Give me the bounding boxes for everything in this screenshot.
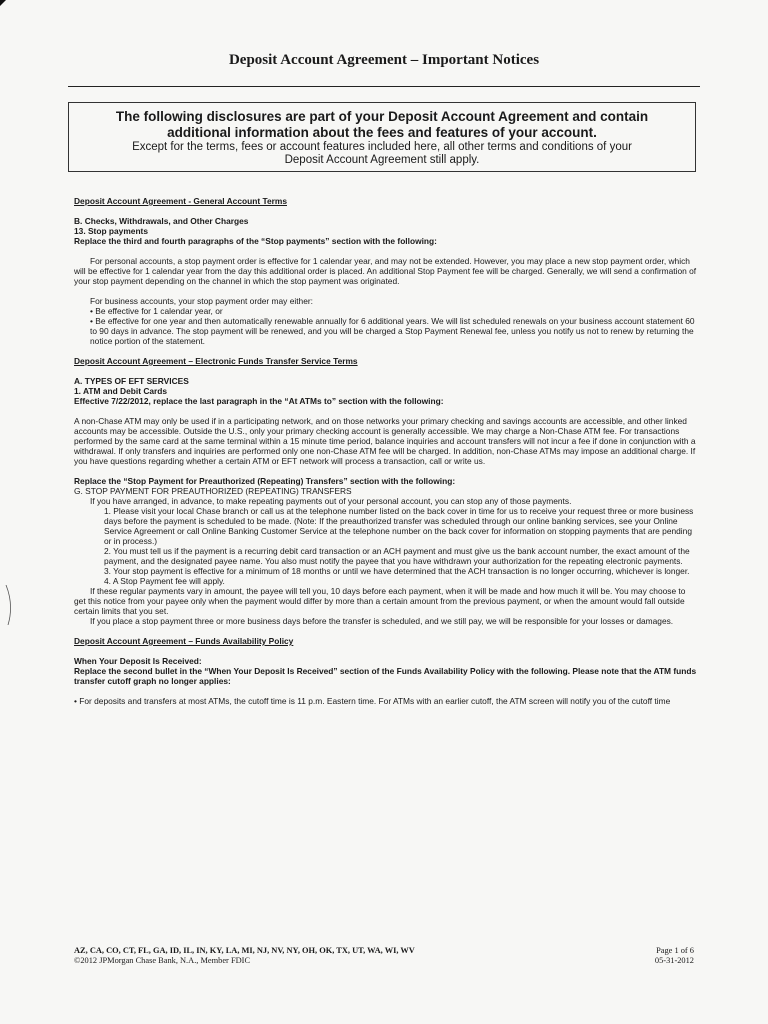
section-heading-eft: Deposit Account Agreement – Electronic Funds Transfer Service Terms	[74, 356, 358, 366]
footer-states: AZ, CA, CO, CT, FL, GA, ID, IL, IN, KY, LA, MI, NJ, NV, NY, OH, OK, TX, UT, WA, WI, WV	[74, 946, 415, 955]
subheading-stop-preauth: G. STOP PAYMENT FOR PREAUTHORIZED (REPEATING) TRANSFERS	[74, 486, 352, 496]
subheading-stop-payments: 13. Stop payments	[74, 226, 149, 236]
page-number: Page 1 of 6	[656, 946, 694, 955]
disclosure-notice-box	[68, 102, 696, 172]
list-item-preauth-1: 1. Please visit your local Chase branch or call us at the telephone number listed on the back cover in time for us to receive your request three or more business days before the payment is scheduled to be made. (Note: If the preauthorized transfer was scheduled through our online banking services, see your Online Service Agreement or call Online Banking Customer Service at the telephone number on the back cover for information on stopping payments that are pending or in process.)	[104, 506, 694, 546]
notice-line-3: Except for the terms, fees or account features included here, all other terms and conditions of your	[132, 141, 632, 153]
footer-left	[74, 946, 415, 966]
subheading-deposit-received: When Your Deposit Is Received:	[74, 656, 202, 666]
bullet-business-2: • Be effective for one year and then automatically renewable annually for 6 additional years. We will list scheduled renewals on your business account statement 60 to 90 days in advance. The stop payment will be renewed, and you will be charged a Stop Payment Renewal fee, unless you notify us not to renew by returning the notice portion of the statement.	[90, 316, 695, 346]
subheading-eft-types: A. TYPES OF EFT SERVICES	[74, 376, 189, 386]
scan-corner-mark	[0, 0, 6, 6]
section-heading-funds: Deposit Account Agreement – Funds Availability Policy	[74, 636, 294, 646]
instruction-replace-bullet: Replace the second bullet in the “When Your Deposit Is Received” section of the Funds Availability Policy with the following. Please note that the ATM funds transfer cutoff graph no longer applies:	[74, 666, 697, 686]
footer-right	[655, 946, 694, 966]
paragraph-non-chase-atm: A non-Chase ATM may only be used if in a participating network, and on those networks your primary checking and savings accounts are accessible, and other linked accounts may be accessible. Outside the U.S., only your primary checking account is generally accessible. We may charge a Non-Chase ATM fee. For transactions performed by the same card at the same terminal within a 15 minute time period, balance inquiries and account transfers will not incur a fee if done in conjunction with a withdrawal. If only transfers and inquiries are performed only one non-Chase ATM fee will be charged. In addition, non-Chase ATMs may impose an additional charge. If you have questions regarding whether a certain ATM or EFT network will process a transaction, call or write us.	[74, 416, 696, 466]
document-date: 05-31-2012	[654, 956, 694, 965]
instruction-replace-preauth: Replace the “Stop Payment for Preauthorized (Repeating) Transfers” section with the following:	[74, 476, 456, 486]
document-body	[74, 196, 698, 706]
notice-line-4: Deposit Account Agreement still apply.	[284, 154, 480, 166]
subheading-checks: B. Checks, Withdrawals, and Other Charges	[74, 216, 249, 226]
list-item-preauth-4: 4. A Stop Payment fee will apply.	[104, 576, 225, 586]
paragraph-preauth-intro: If you have arranged, in advance, to make repeating payments out of your personal account, you can stop any of those payments.	[90, 496, 572, 506]
paragraph-late-stop: If you place a stop payment three or more business days before the transfer is scheduled, and we still pay, we will be responsible for your losses or damages.	[90, 616, 674, 626]
page-title: Deposit Account Agreement – Important Notices	[228, 52, 540, 68]
notice-line-2: additional information about the fees and features of your account.	[167, 125, 597, 140]
list-item-preauth-2: 2. You must tell us if the payment is a recurring debit card transaction or an ACH payment and must give us the bank account number, the exact amount of the payment, and the designated payee name. You also must notify the payee that you have withdrawn your authorization for the repeating electronic payments.	[104, 546, 690, 566]
title-divider	[68, 86, 700, 87]
paragraph-business-intro: For business accounts, your stop payment order may either:	[90, 296, 313, 306]
notice-line-1: The following disclosures are part of your Deposit Account Agreement and contain	[115, 109, 649, 124]
bullet-business-1: • Be effective for 1 calendar year, or	[90, 306, 223, 316]
list-item-preauth-3: 3. Your stop payment is effective for a minimum of 18 months or until we have determined that the ACH transaction is no longer occurring, whichever is longer.	[104, 566, 690, 576]
section-heading-general: Deposit Account Agreement - General Account Terms	[74, 196, 287, 206]
paragraph-personal-accounts: For personal accounts, a stop payment order is effective for 1 calendar year, and may not be extended. However, you may place a new stop payment order, which will be effective for 1 calendar year from the day this additional order is placed. An additional Stop Payment fee will be charged. Generally, we will send a confirmation of your stop payment depending on the channel in which the stop payment was originated.	[74, 256, 697, 286]
subheading-atm-cards: 1. ATM and Debit Cards	[74, 386, 168, 396]
instruction-replace-stop: Replace the third and fourth paragraphs of the “Stop payments” section with the following:	[74, 236, 437, 246]
instruction-replace-atm: Effective 7/22/2012, replace the last paragraph in the “At ATMs to” section with the following:	[74, 396, 444, 406]
bullet-atm-cutoff: • For deposits and transfers at most ATMs, the cutoff time is 11 p.m. Eastern time. For ATMs with an earlier cutoff, the ATM screen will notify you of the cutoff time	[74, 696, 671, 706]
paragraph-varying-amounts: If these regular payments vary in amount, the payee will tell you, 10 days before each payment, when it will be made and how much it will be. You may choose to get this notice from your payee only when the payment would differ by more than a certain amount from the previous payment, or when the amount would fall outside certain limits that you set.	[74, 586, 686, 616]
footer-copyright: ©2012 JPMorgan Chase Bank, N.A., Member FDIC	[74, 956, 251, 965]
scan-edge-mark	[4, 585, 16, 625]
